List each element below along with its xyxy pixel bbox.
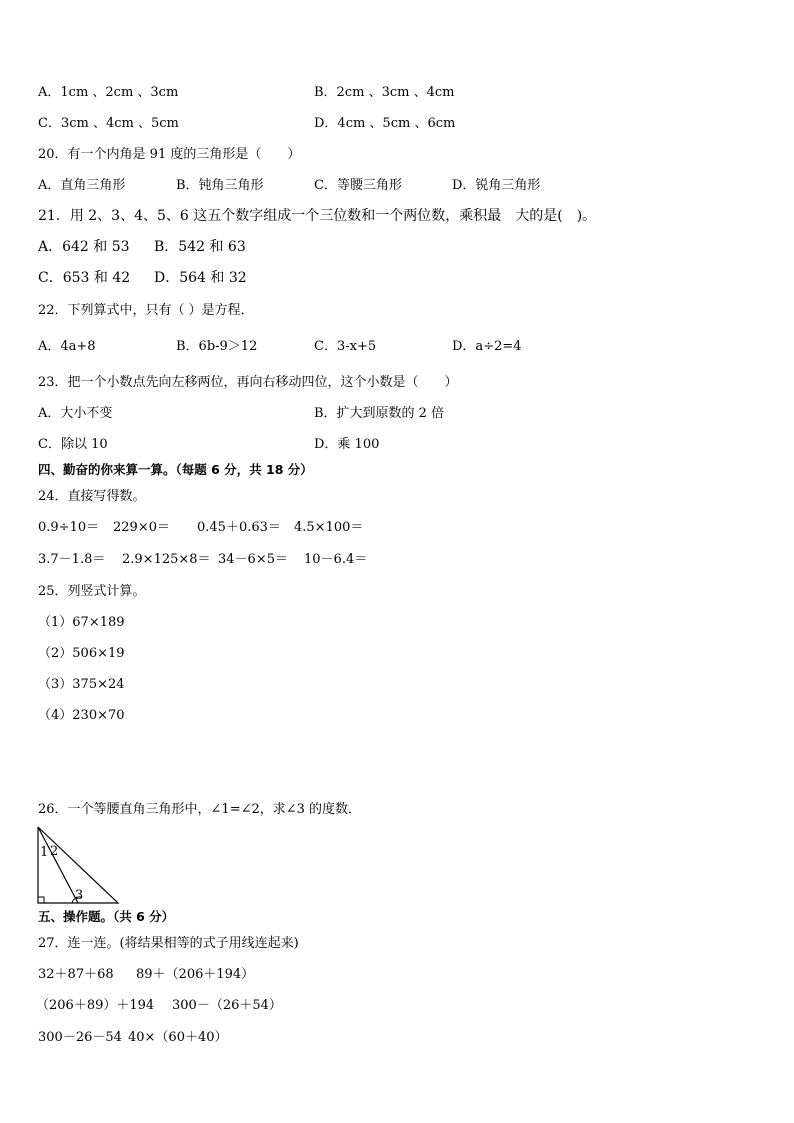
q21-option-d: D．564 和 32 (154, 270, 247, 286)
q23-stem: 23．把一个小数点先向左移两位，再向右移动四位，这个小数是（ ） (38, 375, 458, 390)
q24-row2-item-3: 34－6×5＝ (218, 552, 288, 567)
q24-row1-item-3: 0.45＋0.63＝ (197, 520, 281, 535)
q23-option-b: B．扩大到原数的 2 倍 (314, 406, 445, 421)
q23-option-d: D．乘 100 (314, 437, 380, 452)
q27-left-3: 300－26－54 (38, 1030, 122, 1045)
q24-row2-item-4: 10－6.4＝ (304, 552, 368, 567)
q19-option-c: C．3cm 、4cm 、5cm (38, 116, 179, 131)
q24-row1-item-1: 0.9÷10＝ (38, 520, 100, 535)
q27-left-1: 32＋87＋68 (38, 967, 114, 982)
q22-option-b: B．6b-9＞12 (176, 339, 258, 354)
q25-stem: 25．列竖式计算。 (38, 584, 146, 599)
angle-3-label: 3 (75, 888, 84, 903)
q19-option-b: B．2cm 、3cm 、4cm (314, 85, 455, 100)
angle-2-label: 2 (50, 844, 59, 859)
section-5-heading: 五、操作题。（共 6 分） (38, 909, 175, 924)
q21-option-a: A．642 和 53 (38, 239, 130, 255)
q20-stem: 20．有一个内角是 91 度的三角形是（ ） (38, 147, 301, 162)
q23-option-a: A．大小不变 (38, 406, 113, 421)
q25-item-4: （4）230×70 (38, 708, 125, 723)
q25-item-3: （3）375×24 (38, 677, 125, 692)
q26-stem: 26．一个等腰直角三角形中，∠1=∠2，求∠3 的度数． (38, 802, 362, 817)
right-angle-marker (38, 897, 44, 903)
q27-right-2: 300－（26＋54） (172, 998, 282, 1013)
q22-stem: 22．下列算式中，只有（ ）是方程． (38, 303, 254, 318)
q24-row2-item-1: 3.7－1.8＝ (38, 552, 106, 567)
q24-row1-item-2: 229×0＝ (113, 520, 170, 535)
q23-option-c: C．除以 10 (38, 437, 108, 452)
q25-item-1: （1）67×189 (38, 615, 125, 630)
q24-stem: 24．直接写得数。 (38, 489, 146, 504)
q22-option-c: C．3-x+5 (314, 339, 377, 354)
q21-stem: 21．用 2、3、4、5、6 这五个数字组成一个三位数和一个两位数，乘积最 大的是( )。 (38, 208, 597, 224)
q27-right-3: 40×（60＋40） (128, 1030, 228, 1045)
q21-option-b: B．542 和 63 (154, 239, 246, 255)
q25-item-2: （2）506×19 (38, 646, 125, 661)
q20-option-a: A．直角三角形 (38, 178, 126, 193)
q24-row2-item-2: 2.9×125×8＝ (122, 552, 211, 567)
q19-option-d: D．4cm 、5cm 、6cm (314, 116, 456, 131)
q26-triangle-figure (34, 823, 134, 905)
q27-stem: 27．连一连。(将结果相等的式子用线连起来) (38, 936, 299, 951)
section-4-heading: 四、勤奋的你来算一算。（每题 6 分，共 18 分） (38, 462, 313, 477)
q24-row1-item-4: 4.5×100＝ (294, 520, 364, 535)
q19-option-a: A．1cm 、2cm 、3cm (38, 85, 179, 100)
angle-1-label: 1 (40, 845, 49, 860)
q27-right-1: 89＋（206＋194） (136, 967, 255, 982)
q21-option-c: C．653 和 42 (38, 270, 131, 286)
q20-option-b: B．钝角三角形 (176, 178, 264, 193)
q20-option-c: C．等腰三角形 (314, 178, 402, 193)
q20-option-d: D．锐角三角形 (452, 178, 541, 193)
q22-option-d: D．a÷2=4 (452, 339, 522, 354)
triangle-inner-line (38, 827, 78, 903)
q27-left-2: （206＋89）＋194 (36, 998, 155, 1013)
q22-option-a: A．4a+8 (38, 339, 96, 354)
